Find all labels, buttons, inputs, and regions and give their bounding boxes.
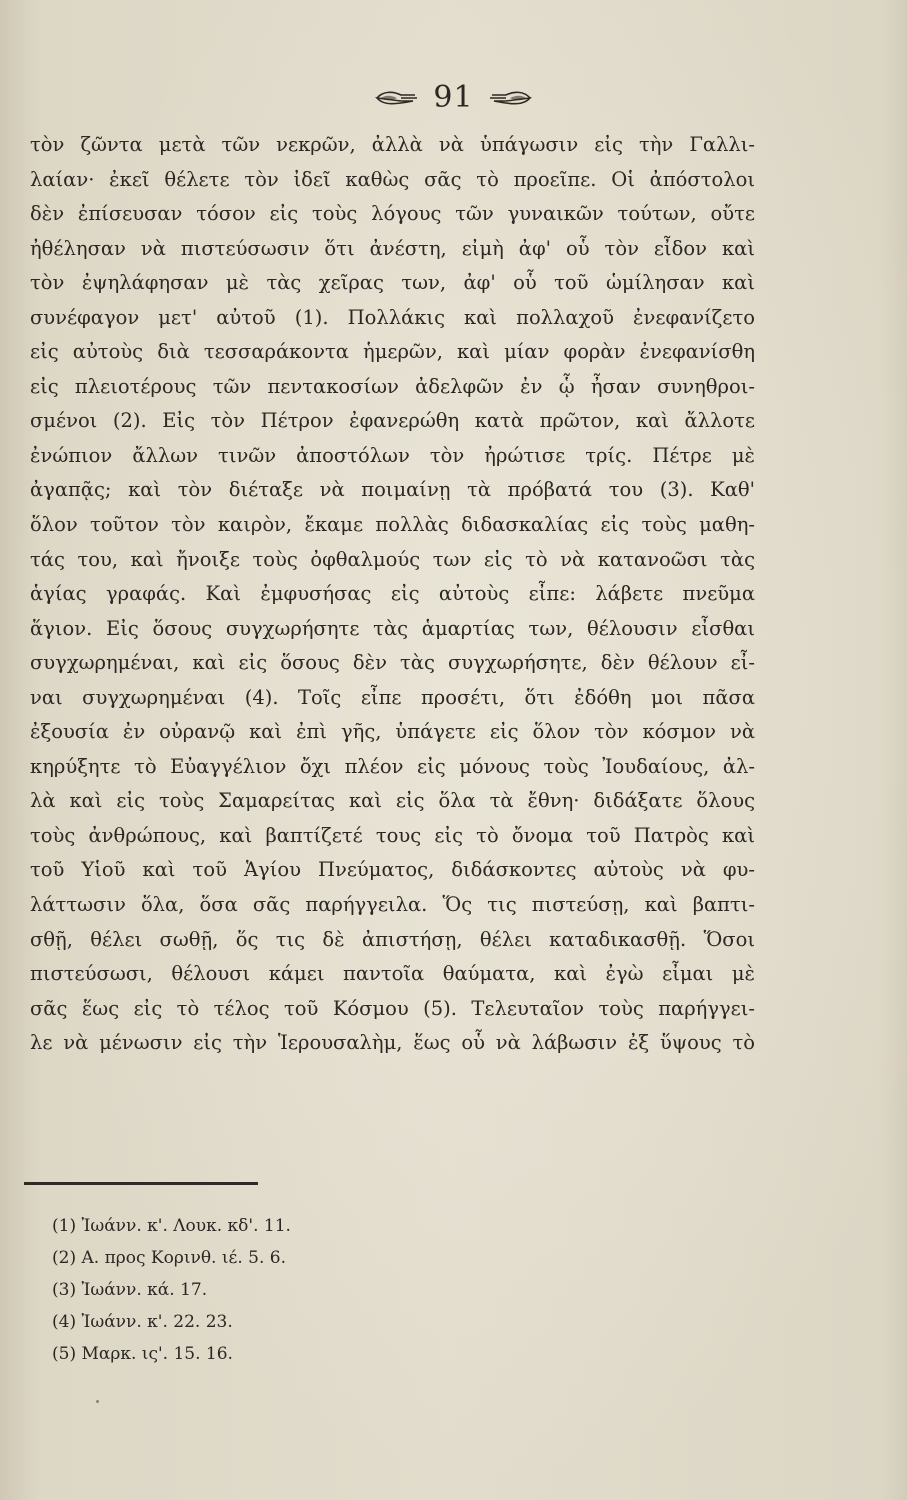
page-header	[0, 78, 907, 118]
footnotes	[52, 1210, 291, 1370]
right-hand-ornament-icon	[488, 87, 532, 109]
text-line: κηρύξητε τὸ Εὐαγγέλιον ὄχι πλέον εἰς μόνους τοὺς Ἰουδαίους, ἀλ-	[30, 754, 755, 778]
text-line: ναι συγχωρημέναι (4). Τοῖς εἶπε προσέτι, ὅτι ἐδόθη μοι πᾶσα	[30, 685, 755, 709]
text-line: τὸν ζῶντα μετὰ τῶν νεκρῶν, ἀλλὰ νὰ ὑπάγωσιν εἰς τὴν Γαλλι-	[30, 133, 755, 156]
text-line: συγχωρημέναι, καὶ εἰς ὅσους δὲν τὰς συγχωρήσητε, δὲν θέλουν εἶ-	[30, 651, 755, 675]
text-line: λε νὰ μένωσιν εἰς τὴν Ἱερουσαλὴμ, ἕως οὗ νὰ λάβωσιν ἐξ ὕψους τὸ	[30, 1031, 755, 1055]
text-line: σᾶς ἕως εἰς τὸ τέλος τοῦ Κόσμου (5). Τελευταῖον τοὺς παρήγγει-	[30, 996, 755, 1020]
footnote: (4) Ἰωάνν. κ'. 22. 23.	[52, 1312, 233, 1332]
text-line: ἁγίας γραφάς. Καὶ ἐμφυσήσας εἰς αὐτοὺς εἶπε: λάβετε πνεῦμα	[30, 582, 755, 606]
text-line: δὲν ἐπίσευσαν τόσον εἰς τοὺς λόγους τῶν γυναικῶν τούτων, οὔτε	[30, 202, 755, 226]
text-line: ἐνώπιον ἄλλων τινῶν ἀποστόλων τὸν ἠρώτισε τρίς. Πέτρε μὲ	[30, 443, 755, 467]
text-line: τάς του, καὶ ἤνοιξε τοὺς ὀφθαλμούς των εἰς τὸ νὰ κατανοῶσι τὰς	[30, 547, 755, 571]
text-line: πιστεύσωσι, θέλουσι κάμει παντοῖα θαύματα, καὶ ἐγὼ εἶμαι μὲ	[30, 962, 755, 986]
text-line: λὰ καὶ εἰς τοὺς Σαμαρείτας καὶ εἰς ὅλα τὰ ἔθνη· διδάξατε ὅλους	[30, 789, 755, 813]
footnote-separator-rule	[24, 1182, 258, 1185]
text-line: σμένοι (2). Εἰς τὸν Πέτρον ἐφανερώθη κατὰ πρῶτον, καὶ ἄλλοτε	[30, 409, 755, 433]
text-line: εἰς πλειοτέρους τῶν πεντακοσίων ἀδελφῶν ἐν ᾧ ἦσαν συνηθροι-	[30, 374, 755, 398]
left-hand-ornament-icon	[375, 87, 419, 109]
text-line: λάττωσιν ὅλα, ὅσα σᾶς παρήγγειλα. Ὅς τις πιστεύσῃ, καὶ βαπτι-	[30, 893, 755, 917]
text-line: εἰς αὐτοὺς διὰ τεσσαράκοντα ἡμερῶν, καὶ μίαν φορὰν ἐνεφανίσθη	[30, 340, 755, 364]
text-line: ἐξουσία ἐν οὐρανῷ καὶ ἐπὶ γῆς, ὑπάγετε εἰς ὅλον τὸν κόσμον νὰ	[30, 720, 755, 744]
body-text	[30, 128, 755, 1061]
text-line: συνέφαγον μετ' αὐτοῦ (1). Πολλάκις καὶ πολλαχοῦ ἐνεφανίζετο	[30, 305, 755, 329]
text-line: τοὺς ἀνθρώπους, καὶ βαπτίζετέ τους εἰς τὸ ὄνομα τοῦ Πατρὸς καὶ	[30, 823, 755, 847]
text-line: λαίαν· ἐκεῖ θέλετε τὸν ἰδεῖ καθὼς σᾶς τὸ προεῖπε. Οἱ ἀπόστολοι	[30, 167, 755, 191]
text-line: ἠθέλησαν νὰ πιστεύσωσιν ὅτι ἀνέστη, εἰμὴ ἀφ' οὗ τὸν εἶδον καὶ	[30, 236, 755, 260]
footnote: (1) Ἰωάνν. κ'. Λουκ. κδ'. 11.	[52, 1216, 291, 1236]
text-line: τοῦ Υἱοῦ καὶ τοῦ Ἁγίου Πνεύματος, διδάσκοντες αὐτοὺς νὰ φυ-	[30, 858, 755, 882]
text-line: τὸν ἐψηλάφησαν μὲ τὰς χεῖρας των, ἀφ' οὗ τοῦ ὡμίλησαν καὶ	[30, 271, 755, 295]
paper-speck	[96, 1400, 99, 1403]
footnote: (3) Ἰωάνν. κά. 17.	[52, 1280, 208, 1300]
text-line: ἅγιον. Εἰς ὅσους συγχωρήσητε τὰς ἁμαρτίας των, θέλουσιν εἶσθαι	[30, 616, 755, 640]
footnote: (5) Μαρκ. ις'. 15. 16.	[52, 1344, 233, 1364]
text-line: ὅλον τοῦτον τὸν καιρὸν, ἔκαμε πολλὰς διδασκαλίας εἰς τοὺς μαθη-	[30, 513, 755, 537]
text-line: σθῇ, θέλει σωθῇ, ὅς τις δὲ ἀπιστήσῃ, θέλει καταδικασθῇ. Ὅσοι	[30, 927, 755, 951]
footnote: (2) Α. προς Κορινθ. ιέ. 5. 6.	[52, 1248, 286, 1268]
text-line: ἀγαπᾷς; καὶ τὸν διέταξε νὰ ποιμαίνῃ τὰ πρόβατά του (3). Καθ'	[30, 478, 755, 502]
page-number: 91	[433, 80, 474, 115]
